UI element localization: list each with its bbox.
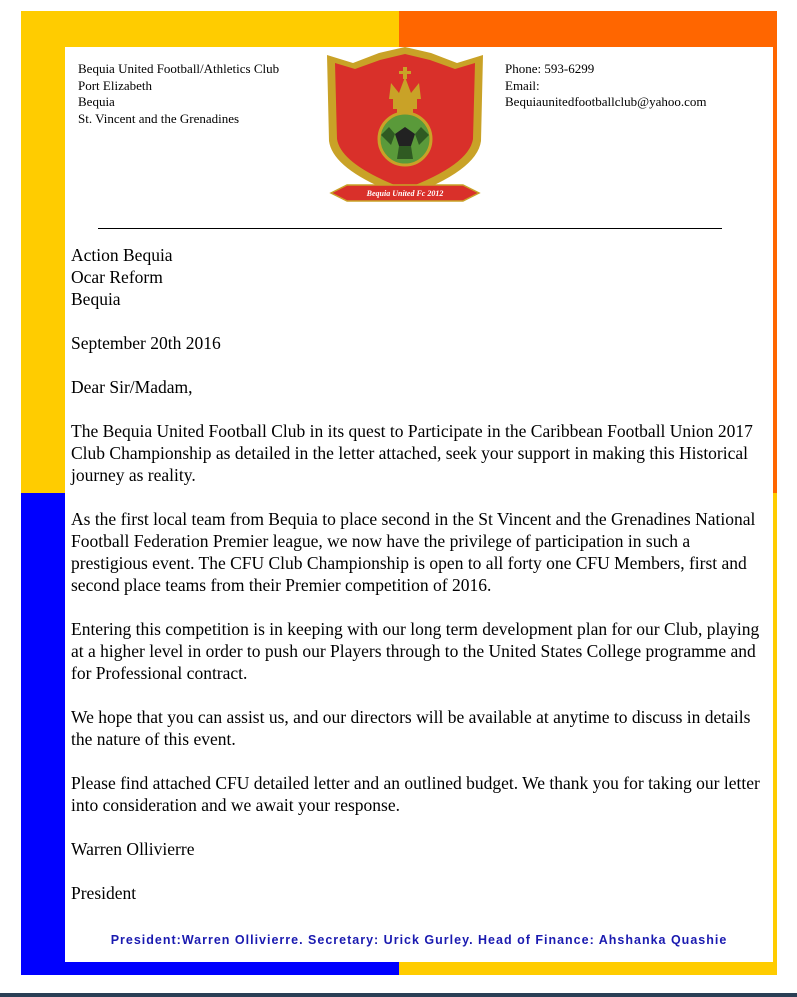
letter-border-frame — [21, 11, 777, 975]
address-line-island: Bequia — [78, 94, 115, 109]
address-line-club-name: Bequia United Football/Athletics Club — [78, 61, 280, 76]
recipient-line: Ocar Reform — [71, 267, 163, 287]
email-address[interactable]: Bequiaunitedfootballclub@yahoo.com — [505, 94, 707, 109]
letterhead-divider — [98, 228, 722, 229]
email-label: Email: — [505, 77, 540, 93]
phone-number: Phone: 593-6299 — [505, 61, 595, 76]
recipient-line: Action Bequia — [71, 245, 173, 265]
salutation: Dear Sir/Madam, — [71, 377, 193, 397]
letter-page — [65, 47, 773, 962]
club-contact — [505, 61, 765, 111]
paragraph-request: We hope that you can assist us, and our directors will be available at anytime to discuss in details the nature of this event. — [71, 707, 751, 749]
address-line-town: Port Elizabeth — [78, 77, 153, 93]
recipient-block — [71, 244, 771, 310]
paragraph-intro: The Bequia United Football Club in its quest to Participate in the Caribbean Football Union 2017 Club Championship as detailed in the letter attached, seek your support in making this Historical journey as reality. — [71, 421, 753, 485]
signature-title: President — [71, 883, 137, 903]
paragraph-closing: Please find attached CFU detailed letter and an outlined budget. We thank you for taking our letter into consideration and we await your response. — [71, 773, 760, 815]
address-line-country: St. Vincent and the Grenadines — [78, 110, 240, 126]
officers-footer: President:Warren Ollivierre. Secretary: Urick Gurley. Head of Finance: Ahshanka Quashie — [110, 933, 728, 947]
paragraph-development: Entering this competition is in keeping with our long term development plan for our Club, playing at a higher level in order to push our Players through to the United States College programme and for Professional contract. — [71, 619, 760, 683]
letter-date: September 20th 2016 — [71, 333, 221, 353]
crest-banner-text: Bequia United Fc 2012 — [366, 189, 444, 198]
letter-body — [71, 244, 771, 904]
window-bottom-edge — [0, 993, 797, 997]
club-address — [78, 61, 308, 127]
signature-name: Warren Ollivierre — [71, 839, 195, 859]
paragraph-achievement: As the first local team from Bequia to place second in the St Vincent and the Grenadines National Football Federation Premier league, we now have the privilege of participation in such a prestigious event. The CFU Club Championship is open to all forty one CFU Members, first and second place teams from their Premier competition of 2016. — [71, 509, 756, 595]
club-crest-logo — [323, 47, 487, 209]
recipient-line: Bequia — [71, 289, 121, 309]
